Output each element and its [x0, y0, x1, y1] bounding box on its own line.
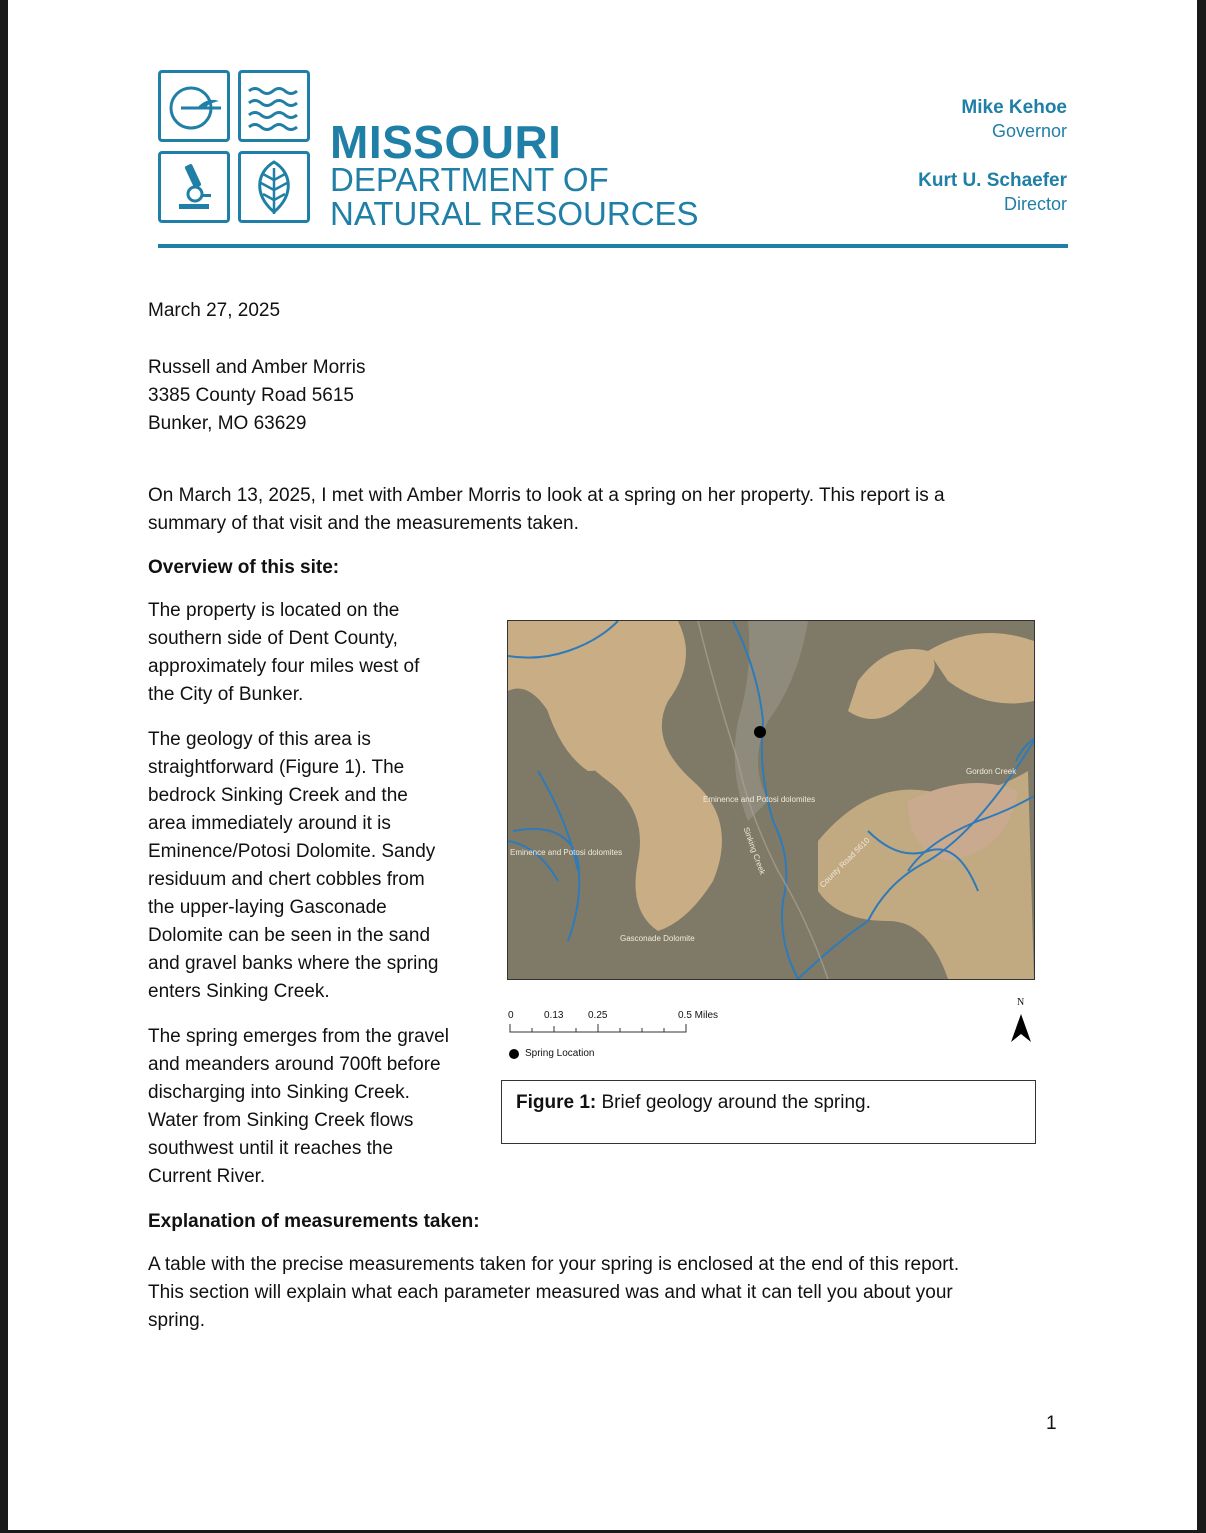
text-line: The spring emerges from the gravel: [148, 1026, 449, 1047]
paragraph-spring: [148, 1023, 449, 1191]
logo-water-tile: [238, 70, 310, 142]
director-title: Director: [1003, 194, 1067, 214]
north-label: N: [1017, 997, 1025, 1008]
figure-caption: [516, 1089, 871, 1117]
caption-text: Brief geology around the spring.: [596, 1092, 871, 1113]
overview-heading: Overview of this site:: [148, 557, 340, 578]
map-label-county-road: County Road 5610: [818, 835, 872, 890]
brand-department: DEPARTMENT OF: [330, 161, 609, 198]
text-line: The property is located on the: [148, 600, 400, 621]
geology-map: [507, 620, 1035, 980]
map-label-eminence-1: Eminence and Potosi dolomites: [703, 795, 816, 804]
intro-line-2: summary of that visit and the measurements taken.: [148, 513, 579, 534]
scale-label-1: 0.13: [544, 1010, 564, 1021]
text-line: the upper-laying Gasconade: [148, 897, 387, 918]
letter-date: March 27, 2025: [148, 300, 281, 321]
director-name: Kurt U. Schaefer: [918, 170, 1067, 191]
scale-label-3: 0.5 Miles: [678, 1010, 719, 1021]
scale-bar: [508, 1022, 690, 1034]
text-line: Eminence/Potosi Dolomite. Sandy: [148, 841, 436, 862]
text-line: the City of Bunker.: [148, 684, 304, 705]
text-line: Water from Sinking Creek flows: [148, 1110, 414, 1131]
logo-bird-tile: [158, 70, 230, 142]
text-line: bedrock Sinking Creek and the: [148, 785, 408, 806]
document-page: [8, 0, 1197, 1530]
text-line: Dolomite can be seen in the sand: [148, 925, 431, 946]
address-line-3: Bunker, MO 63629: [148, 413, 307, 434]
map-label-gasconade: Gasconade Dolomite: [620, 934, 695, 943]
legend-label: Spring Location: [525, 1048, 595, 1059]
scale-label-0: 0: [508, 1010, 514, 1021]
text-line: southern side of Dent County,: [148, 628, 398, 649]
address-line-2: 3385 County Road 5615: [148, 385, 354, 406]
explanation-heading: Explanation of measurements taken:: [148, 1211, 480, 1232]
text-line: approximately four miles west of: [148, 656, 420, 677]
logo-microscope-tile: [158, 151, 230, 223]
paragraph-measurements: [148, 1251, 959, 1335]
text-line: spring.: [148, 1310, 206, 1331]
governor-name: Mike Kehoe: [961, 97, 1067, 118]
map-label-sinking-creek: Sinking Creek: [741, 826, 768, 876]
map-label-eminence-2: Eminence and Potosi dolomites: [510, 848, 623, 857]
text-line: Current River.: [148, 1166, 266, 1187]
text-line: southwest until it reaches the: [148, 1138, 394, 1159]
bird-icon: [161, 73, 227, 139]
intro-line-1: On March 13, 2025, I met with Amber Morris to look at a spring on her property. This report is a: [148, 485, 945, 506]
page-number: 1: [1046, 1413, 1057, 1434]
waves-icon: [241, 73, 307, 139]
header-rule: [158, 244, 1068, 248]
text-line: and gravel banks where the spring: [148, 953, 439, 974]
leaf-icon: [241, 154, 307, 220]
text-line: discharging into Sinking Creek.: [148, 1082, 410, 1103]
brand-natural-resources: NATURAL RESOURCES: [330, 195, 699, 232]
caption-label: Figure 1:: [516, 1092, 597, 1113]
paragraph-geology: [148, 726, 438, 1006]
microscope-icon: [161, 154, 227, 220]
address-line-1: Russell and Amber Morris: [148, 357, 366, 378]
spring-location-legend-icon: [508, 1048, 520, 1060]
logo-leaf-tile: [238, 151, 310, 223]
text-line: residuum and chert cobbles from: [148, 869, 425, 890]
governor-title: Governor: [991, 121, 1067, 141]
text-line: A table with the precise measurements taken for your spring is enclosed at the end of this report.: [148, 1254, 960, 1275]
north-arrow-icon: [1010, 1012, 1032, 1044]
text-line: This section will explain what each parameter measured was and what it can tell you about your: [148, 1282, 953, 1303]
figure-caption-box: [501, 1080, 1036, 1144]
text-line: enters Sinking Creek.: [148, 981, 330, 1002]
map-label-gordon-creek: Gordon Creek: [966, 767, 1017, 776]
text-line: and meanders around 700ft before: [148, 1054, 441, 1075]
text-line: area immediately around it is: [148, 813, 391, 834]
brand-missouri: MISSOURI: [330, 116, 562, 168]
text-line: The geology of this area is: [148, 729, 371, 750]
paragraph-location: [148, 597, 419, 709]
scale-label-2: 0.25: [588, 1010, 608, 1021]
text-line: straightforward (Figure 1). The: [148, 757, 405, 778]
